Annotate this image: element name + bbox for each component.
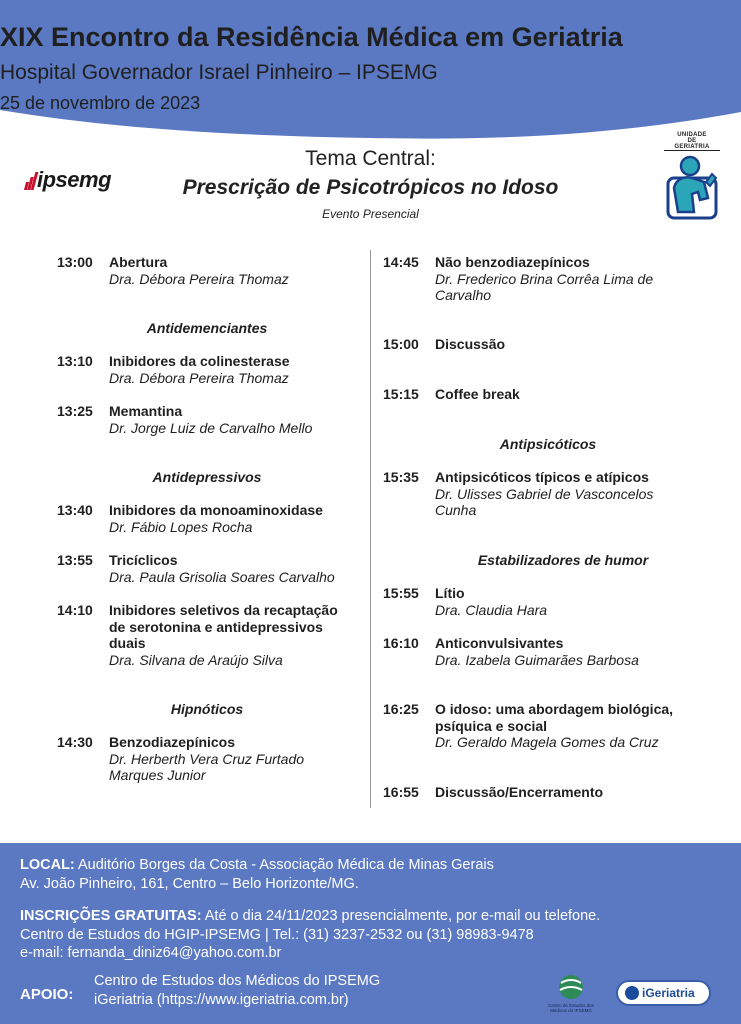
section-heading: Antidepressivos [152,469,262,485]
item-title: Discussão [435,336,506,352]
item-speaker: Dr. Geraldo Magela Gomes da Cruz [435,734,659,750]
centro-estudos-logo [540,973,602,1019]
inscricoes-label: INSCRIÇÕES GRATUITAS: [20,908,202,924]
inscricoes-text: Até o dia 24/11/2023 presencialmente, por e-mail ou telefone. [201,908,601,924]
item-speaker-line: Dr. Ulisses Gabriel de Vasconcelos [435,485,654,502]
item-speaker-line: Dr. Frederico Brina Corrêa Lima de [435,270,654,287]
item-title: Antipsicóticos típicos e atípicos [435,469,649,485]
item-time: 13:00 [57,254,93,270]
item-title: Inibidores da colinesterase [109,353,290,369]
item-title-line: duais [109,635,146,651]
item-time: 15:55 [383,585,419,601]
item-time: 14:45 [383,254,419,270]
item-time: 16:25 [383,701,419,717]
item-time: 15:00 [383,336,419,352]
item-speaker: Dra. Izabela Guimarães Barbosa [435,651,639,668]
section-heading: Antidemenciantes [146,320,268,336]
event-mode: Evento Presencial [322,207,419,221]
local-line [20,857,494,873]
item-time: 14:30 [57,734,93,750]
item-title: Tricíclicos [109,552,178,568]
event-subtitle: Hospital Governador Israel Pinheiro – IPSEMG [0,61,438,84]
apoio-line-1: Centro de Estudos dos Médicos do IPSEMG [94,973,381,989]
email-line: e-mail: fernanda_diniz64@yahoo.com.br [20,945,282,961]
item-title: Memantina [109,403,183,419]
item-title: Anticonvulsivantes [435,635,564,651]
item-speaker: Dr. Jorge Luiz de Carvalho Mello [109,419,313,436]
centro-estudos-caption: Centro de Estudos dos Médicos do IPSEMG [548,1003,594,1013]
item-time: 16:10 [383,635,419,651]
item-title-line: Inibidores seletivos da recaptação [109,602,338,618]
item-speaker: Dra. Silvana de Araújo Silva [109,651,283,668]
item-title: Lítio [435,585,465,601]
item-title: Coffee break [435,386,520,402]
section-heading: Hipnóticos [170,701,244,717]
item-speaker-line: Carvalho [435,287,492,303]
event-date: 25 de novembro de 2023 [0,93,201,113]
item-title-line: O idoso: uma abordagem biológica, [435,701,674,717]
item-speaker: Dra. Débora Pereira Thomaz [109,369,289,386]
item-speaker-line: Cunha [435,502,477,518]
igeriatria-logo [616,980,711,1006]
theme-title: Prescrição de Psicotrópicos no Idoso [182,176,559,199]
item-time: 15:35 [383,469,419,485]
local-text: Auditório Borges da Costa - Associação Médica de Minas Gerais [74,857,494,873]
item-time: 13:40 [57,502,93,518]
item-title: Abertura [109,254,168,270]
item-speaker: Dra. Paula Grisolia Soares Carvalho [109,568,335,585]
header-banner [0,0,741,140]
item-time: 16:55 [383,784,419,800]
igeriatria-wordmark: iGeriatria [642,986,695,1000]
event-title: XIX Encontro da Residência Médica em Geriatria [0,22,623,52]
local-label: LOCAL: [20,857,75,873]
item-time: 14:10 [57,602,93,618]
item-speaker-line: Marques Junior [109,767,206,783]
address-line: Av. João Pinheiro, 161, Centro – Belo Horizonte/MG. [20,876,359,892]
item-speaker: Dra. Claudia Hara [435,601,548,618]
item-speaker-line: Dr. Herberth Vera Cruz Furtado [109,750,305,767]
item-title: Não benzodiazepínicos [435,254,590,270]
item-title-line: de serotonina e antidepressivos [109,618,323,635]
centro-estudos-globe-icon [540,973,602,1003]
item-time: 15:15 [383,386,419,402]
column-divider [370,250,371,808]
section-heading: Antipsicóticos [499,436,597,452]
section-heading: Estabilizadores de humor [477,552,649,568]
contact-line: Centro de Estudos do HGIP-IPSEMG | Tel.: (31) 3237-2532 ou (31) 98983-9478 [20,927,534,943]
footer-info [0,843,741,1024]
ipsemg-wordmark: ipsemg [37,167,112,192]
item-time: 13:10 [57,353,93,369]
apoio-label: APOIO: [20,986,74,1003]
inscricoes-line [20,908,600,924]
item-title: Inibidores da monoaminoxidase [109,502,323,518]
item-title: Benzodiazepínicos [109,734,236,750]
item-title-line: psíquica e social [435,717,548,734]
apoio-line-2: iGeriatria (https://www.igeriatria.com.br) [94,992,349,1008]
unidade-caption: UNIDADE DE GERIATRIA [664,132,720,151]
item-title: Discussão/Encerramento [435,784,604,800]
item-speaker: Dr. Fábio Lopes Rocha [109,518,253,535]
item-speaker: Dra. Débora Pereira Thomaz [109,270,289,287]
item-time: 13:55 [57,552,93,568]
theme-label: Tema Central: [305,147,436,170]
igeriatria-mark-icon [625,986,639,1000]
item-time: 13:25 [57,403,93,419]
